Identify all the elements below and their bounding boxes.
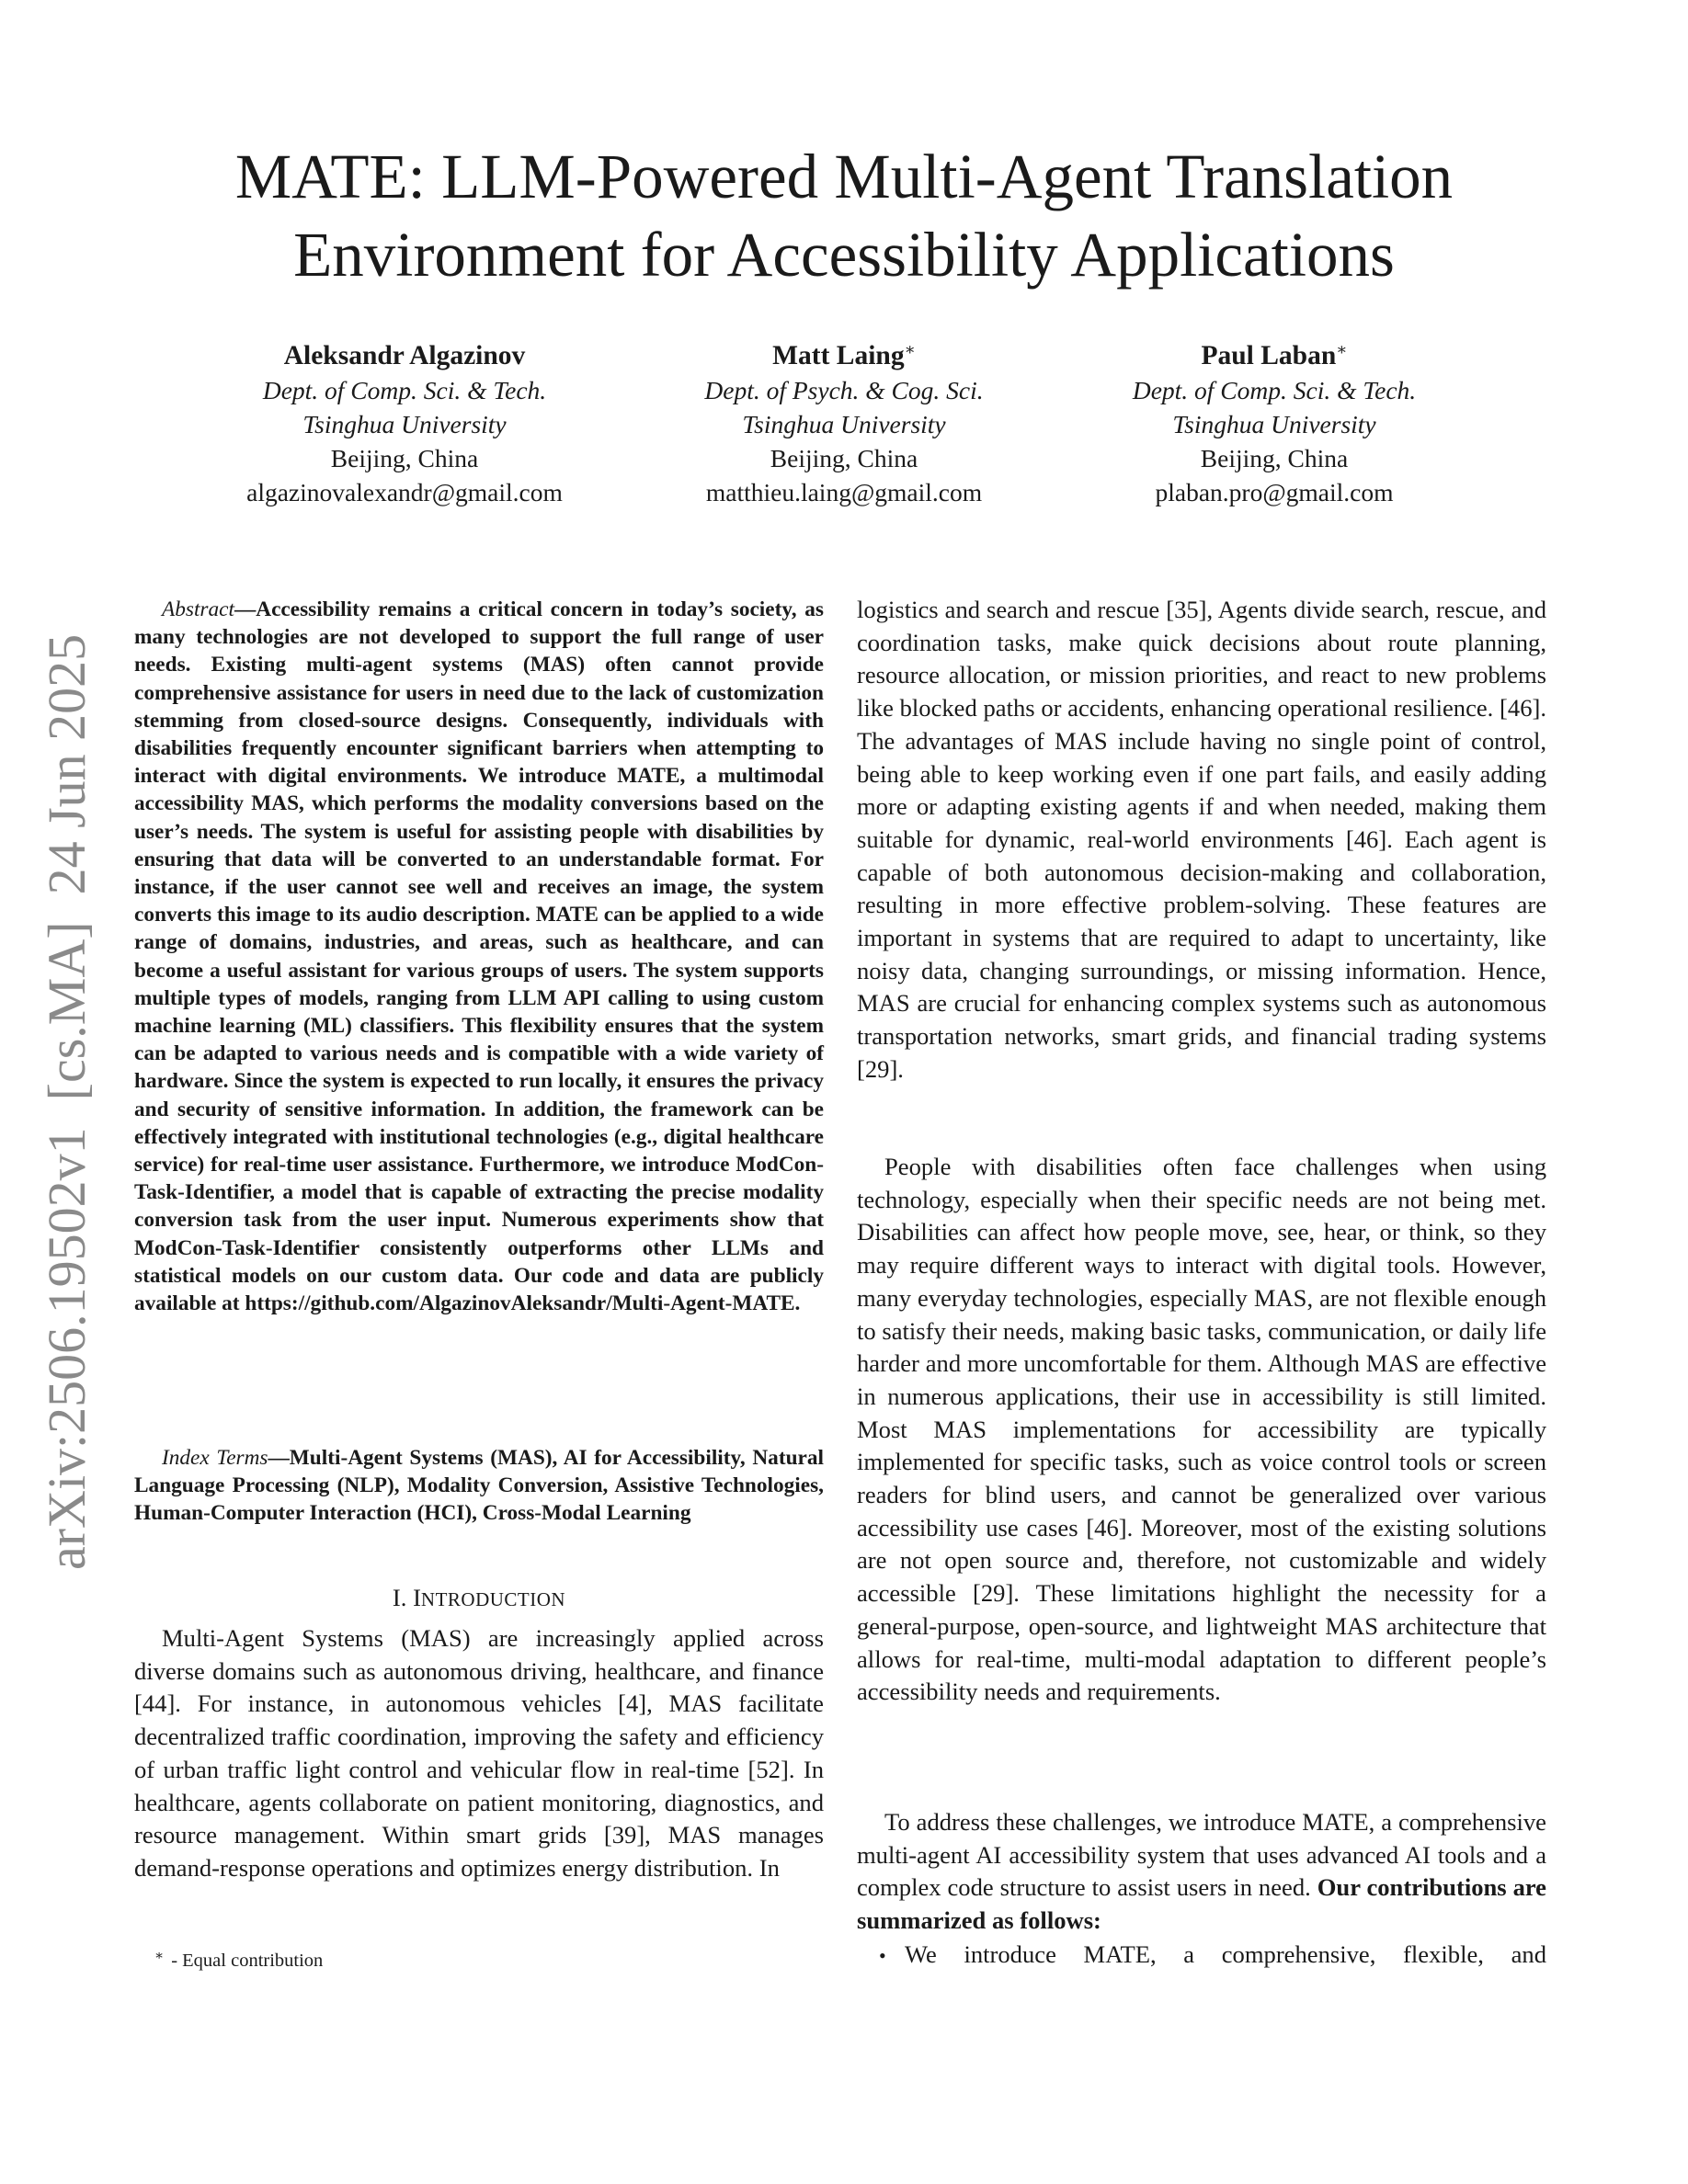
abstract: [134, 596, 824, 1317]
section-title-first: I: [413, 1584, 421, 1611]
abstract-text: —Accessibility remains a critical concern in today’s society, as many technologies are not developed to support the full range of user needs. Existing multi-agent systems (MAS) often cannot provide comprehensive assistance for users in need due to the lack of customization stemming from closed-source designs. Consequently, individuals with disabilities frequently encounter significant barriers when attempting to interact with digital environments. We introduce MATE, a multimodal accessibility MAS, which performs the modality conversions based on the user’s needs. The system is useful for assisting people with disabilities by ensuring that data will be converted to an understandable format. For instance, if the user cannot see well and receives an image, the system converts this image to its audio description. MATE can be applied to a wide range of domains, industries, and areas, such as healthcare, and can become a useful assistant for various groups of users. The system supports multiple types of models, ranging from LLM API calling to using custom machine learning (ML) classifiers. This flexibility ensures that the system can be adapted to various needs and is compatible with a wide variety of hardware. Since the system is expected to run locally, it ensures the privacy and security of sensitive information. In addition, the framework can be effectively integrated with institutional technologies (e.g., digital healthcare service) for real-time user assistance. Furthermore, we introduce ModCon-Task-Identifier, a model that is capable of extracting the precise modality conversion task from the user input. Numerous experiments show that ModCon-Task-Identifier consistently outperforms other LLMs and statistical models on our custom data. Our code and data are publicly available at https://github.com/AlgazinovAleksandr/Multi-Agent-MATE.: [134, 597, 824, 1316]
body-paragraph: [857, 1806, 1546, 1938]
equal-contribution-mark: ∗: [1336, 340, 1348, 358]
author-email[interactable]: algazinovalexandr@gmail.com: [246, 478, 563, 506]
author-city: Beijing, China: [1200, 444, 1349, 472]
author-city: Beijing, China: [330, 444, 479, 472]
author-name: Matt Laing: [772, 341, 905, 370]
index-terms: [134, 1444, 824, 1528]
author-email[interactable]: plaban.pro@gmail.com: [1155, 478, 1394, 506]
author-block-1: [211, 333, 598, 509]
author-univ: Tsinghua University: [742, 410, 946, 438]
author-name: Aleksandr Algazinov: [283, 341, 526, 370]
author-dept: Dept. of Comp. Sci. & Tech.: [1132, 376, 1417, 404]
section-title-rest: NTRODUCTION: [420, 1588, 566, 1610]
author-univ: Tsinghua University: [1172, 410, 1376, 438]
author-dept: Dept. of Comp. Sci. & Tech.: [262, 376, 547, 404]
bullet-icon: •: [879, 1944, 886, 1967]
author-block-2: [651, 333, 1037, 509]
author-name: Paul Laban: [1201, 341, 1337, 370]
author-city: Beijing, China: [770, 444, 918, 472]
equal-contribution-mark: ∗: [904, 340, 916, 358]
author-email[interactable]: matthieu.laing@gmail.com: [705, 478, 983, 506]
body-paragraph: People with disabilities often face challenges when using technology, especially when their specific needs are not being met. Disabilities can affect how people move, see, hear, or think, so they may require different ways to interact with digital tools. However, many everyday technologies, especially MAS, are not flexible enough to satisfy their needs, making basic tasks, communication, or daily life harder and more uncomfortable for them. Although MAS are effective in numerous applications, their use in accessibility is still limited. Most MAS implementations for accessibility are typically implemented for specific tasks, such as voice control tools or screen readers for blind users, and cannot be generalized over various accessibility use cases [46]. Moreover, most of the existing solutions are not open source and, therefore, not customizable and widely accessible [29]. These limitations highlight the necessity for a general-purpose, open-source, and lightweight MAS architecture that allows for real-time, multi-modal adaptation to different people’s accessibility needs and requirements.: [857, 1153, 1546, 1706]
list-item: [879, 1939, 1546, 1973]
contributions-heading: Our contributions are summarized as follows:: [857, 1873, 1546, 1935]
footnote-mark: ∗: [154, 1949, 165, 1963]
index-terms-text: —Multi-Agent Systems (MAS), AI for Accessibility, Natural Language Processing (NLP), Modality Conversion, Assistive Technologies, Human-Computer Interaction (HCI), Cross-Modal Learning: [134, 1446, 824, 1526]
section-number: I.: [392, 1584, 414, 1611]
author-univ: Tsinghua University: [302, 410, 507, 438]
list-item-text: We introduce MATE, a comprehensive, flexible, and: [905, 1940, 1546, 1968]
arxiv-stamp: arXiv:2506.19502v1 [cs.MA] 24 Jun 2025: [37, 633, 97, 1570]
section-heading: [134, 1582, 824, 1616]
body-paragraph: logistics and search and rescue [35], Agents divide search, rescue, and coordination tasks, make quick decisions about route planning, resource allocation, or mission priorities, and react to new problems like blocked paths or accidents, enhancing operational resilience. [46]. The advantages of MAS include having no single point of control, being able to keep working even if one part fails, and easily adding more or adapting existing agents if and when needed, making them suitable for dynamic, real-world environments [46]. Each agent is capable of both autonomous decision-making and collaboration, resulting in more effective problem-solving. These features are important in systems that are required to adapt to uncertainty, like noisy data, changing surroundings, or missing information. Hence, MAS are crucial for enhancing complex systems such as autonomous transportation networks, smart grids, and financial trading systems [29].: [857, 596, 1546, 1083]
author-block-3: [1081, 333, 1467, 509]
footnote-text: - Equal contribution: [171, 1951, 324, 1971]
author-dept: Dept. of Psych. & Cog. Sci.: [704, 376, 984, 404]
intro-paragraph: Multi-Agent Systems (MAS) are increasingly applied across diverse domains such as autonomous driving, healthcare, and finance [44]. For instance, in autonomous vehicles [4], MAS facilitate decentralized traffic coordination, improving the safety and efficiency of urban traffic light control and vehicular flow in real-time [52]. In healthcare, agents collaborate on patient monitoring, diagnostics, and resource management. Within smart grids [39], MAS manages demand-response operations and optimizes energy distribution. In: [134, 1624, 824, 1882]
index-terms-label: Index Terms: [162, 1446, 268, 1470]
paper-title: MATE: LLM-Powered Multi-Agent Translation Environment for Accessibility Applications: [234, 142, 1454, 290]
body-text: To address these challenges, we introduce MATE, a comprehensive multi-agent AI accessibility system that uses advanced AI tools and a complex code structure to assist users in need.: [857, 1808, 1546, 1902]
abstract-label: Abstract: [162, 597, 234, 621]
footnote: [154, 1944, 323, 1973]
